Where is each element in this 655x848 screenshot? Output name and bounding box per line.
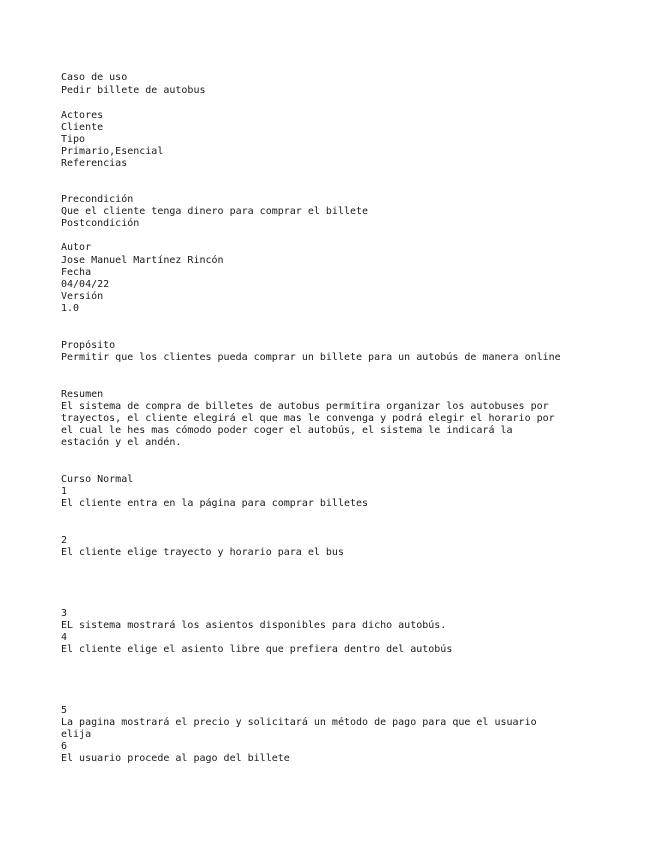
precondicion-label: Precondición <box>61 194 134 205</box>
version-label: Versión <box>61 291 104 302</box>
step-text: La pagina mostrará el precio y solicitará un método de pago para que el usuario <box>61 717 537 728</box>
step-text: El usuario procede al pago del billete <box>61 753 290 764</box>
step-text: El cliente elige trayecto y horario para el bus <box>61 547 344 558</box>
resumen-line: estación y el andén. <box>61 437 182 448</box>
step-text: elija <box>61 729 92 740</box>
step-text: EL sistema mostrará los asientos disponibles para dicho autobús. <box>61 620 447 631</box>
proposito-label: Propósito <box>61 340 116 351</box>
fecha-value: 04/04/22 <box>61 279 110 290</box>
resumen-label: Resumen <box>61 389 104 400</box>
precondicion-value: Que el cliente tenga dinero para comprar el billete <box>61 206 369 217</box>
tipo-label: Tipo <box>61 134 86 145</box>
step-number: 5 <box>61 705 68 716</box>
caso-de-uso-value: Pedir billete de autobus <box>61 85 206 96</box>
curso-normal-label: Curso Normal <box>61 474 134 485</box>
tipo-value: Primario,Esencial <box>61 146 164 157</box>
fecha-label: Fecha <box>61 267 92 278</box>
step-number: 3 <box>61 608 68 619</box>
referencias-label: Referencias <box>61 158 128 169</box>
step-number: 6 <box>61 741 68 752</box>
actores-label: Actores <box>61 110 104 121</box>
autor-label: Autor <box>61 242 92 253</box>
resumen-line: el cual le hes mas cómodo poder coger el autobús, el sistema le indicará la <box>61 425 513 436</box>
actores-value: Cliente <box>61 122 104 133</box>
resumen-line: trayectos, el cliente elegirá el que mas le convenga y podrá elegir el horario por <box>61 413 555 424</box>
version-value: 1.0 <box>61 303 80 314</box>
step-text: El cliente entra en la página para comprar billetes <box>61 498 369 509</box>
caso-de-uso-label: Caso de uso <box>61 72 128 83</box>
resumen-line: El sistema de compra de billetes de autobus permitira organizar los autobuses por <box>61 401 549 412</box>
step-text: El cliente elige el asiento libre que prefiera dentro del autobús <box>61 644 453 655</box>
autor-value: Jose Manuel Martínez Rincón <box>61 255 224 266</box>
step-number: 2 <box>61 535 68 546</box>
proposito-value: Permitir que los clientes pueda comprar un billete para un autobús de manera online <box>61 352 561 363</box>
step-number: 4 <box>61 632 68 643</box>
postcondicion-label: Postcondición <box>61 218 140 229</box>
step-number: 1 <box>61 486 68 497</box>
